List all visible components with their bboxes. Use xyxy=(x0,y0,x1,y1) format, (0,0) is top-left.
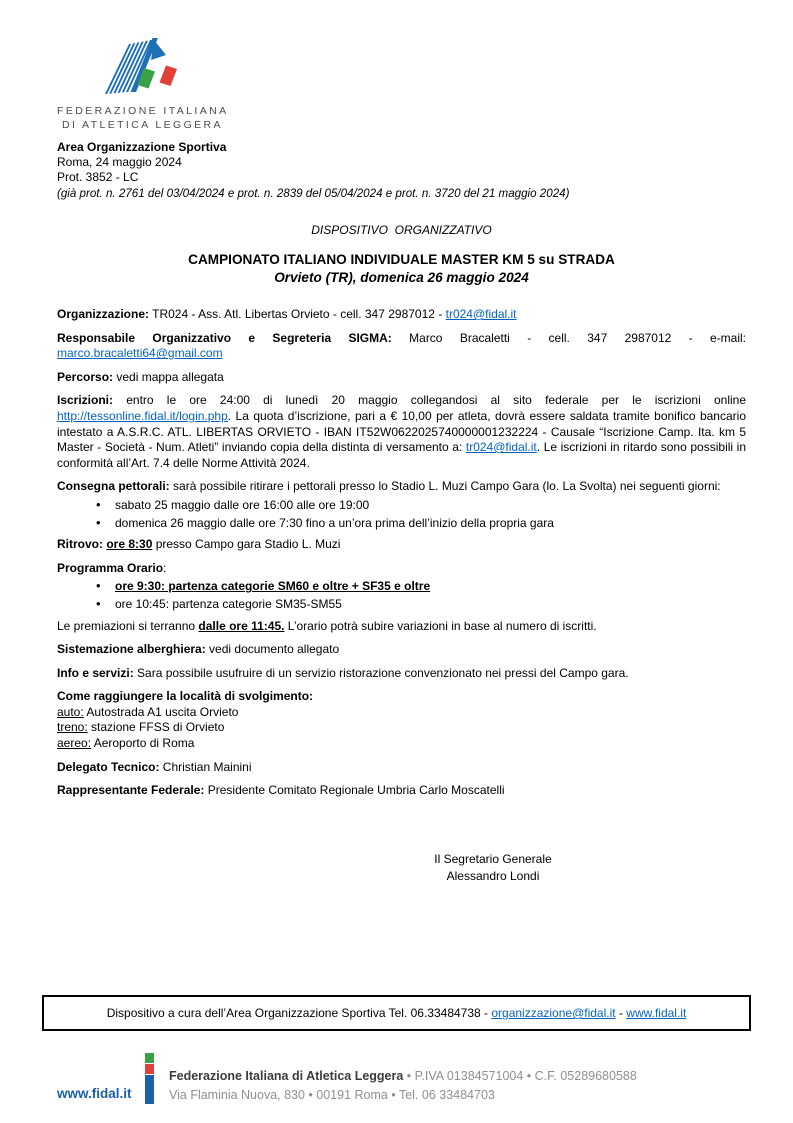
signature-role: Il Segretario Generale xyxy=(434,851,552,866)
text-segment: . La quota d’iscrizione, pari a € 10,00 per atleta, dovrà essere saldata tramite bonifico bancario intestato a A.S.R.C. ATL. LIBERTAS ORVIETO - IBAN IT52W0622025740000001232224 - Causale “Iscrizione Camp. Ita. km 5 Master - Società - Num. Atleti” inviando copia della distinta di versamento a: xyxy=(57,408,746,455)
text-segment: Percorso: xyxy=(57,369,114,384)
paragraph xyxy=(57,619,746,635)
text-segment: . Le iscrizioni in ritardo sono possibili in conformità all’Art. 7.4 delle Norme Attività 2024. xyxy=(57,440,746,470)
bullet-item xyxy=(57,597,746,613)
text-segment: sarà possibile ritirare i pettorali presso lo Stadio L. Muzi Campo Gara (lo. La Svolta) nei seguenti giorni: xyxy=(169,479,721,494)
paragraph xyxy=(57,479,746,495)
brand-footer-text xyxy=(169,1053,637,1105)
text-segment: treno: xyxy=(57,720,88,735)
text-segment: Ritrovo: xyxy=(57,537,107,552)
fidal-logo-icon xyxy=(105,36,181,96)
federation-name-line1: FEDERAZIONE ITALIANA xyxy=(57,105,229,117)
link[interactable]: tr024@fidal.it xyxy=(445,307,517,321)
federation-name-line2: DI ATLETICA LEGGERA xyxy=(62,118,223,131)
text-segment: vedi documento allegato xyxy=(205,642,340,657)
text-segment: vedi mappa allegata xyxy=(113,369,224,384)
paragraph xyxy=(57,760,746,776)
text-segment: Autostrada A1 uscita Orvieto xyxy=(83,704,239,719)
paragraph xyxy=(57,537,746,553)
text-segment: : xyxy=(163,560,167,575)
signature-block xyxy=(343,851,643,885)
page-subtitle: Orvieto (TR), domenica 26 maggio 2024 xyxy=(274,269,529,285)
text-segment: Christian Mainini xyxy=(159,759,252,774)
text-segment: ore 8:30 xyxy=(106,537,153,552)
text-segment: L’orario potrà subire variazioni in base al numero di iscritti. xyxy=(284,618,597,633)
text-segment: Consegna pettorali: xyxy=(57,479,170,494)
text-segment: Presidente Comitato Regionale Umbria Carlo Moscatelli xyxy=(204,783,505,798)
link[interactable]: http://tessonline.fidal.it/login.php xyxy=(57,408,228,423)
text-segment: entro le ore 24:00 di lunedì 20 maggio collegandosi al sito federale per le iscrizioni online xyxy=(113,393,746,408)
text-segment: Le premiazioni si terranno xyxy=(57,618,199,633)
link[interactable]: organizzazione@fidal.it xyxy=(491,1006,616,1020)
link[interactable]: www.fidal.it xyxy=(626,1006,687,1020)
text-segment: Iscrizioni: xyxy=(57,393,114,408)
protocol-note: (già prot. n. 2761 del 03/04/2024 e prot. n. 2839 del 05/04/2024 e prot. n. 3720 del 21 maggio 2024) xyxy=(57,187,570,200)
bullet-item xyxy=(57,516,746,532)
text-segment: ore 9:30: partenza categorie SM60 e oltre + SF35 e oltre xyxy=(115,579,431,594)
page-title: CAMPIONATO ITALIANO INDIVIDUALE MASTER KM 5 su STRADA xyxy=(188,252,615,267)
place-date: Roma, 24 maggio 2024 xyxy=(57,155,182,169)
letterhead xyxy=(57,36,746,201)
link[interactable]: marco.bracaletti64@gmail.com xyxy=(57,346,223,361)
brand-footer-vat: • P.IVA 01384571004 • C.F. 05289680588 xyxy=(403,1069,637,1083)
text-segment: Organizzazione: xyxy=(57,307,150,321)
text-segment: aereo: xyxy=(57,736,92,751)
protocol-number: Prot. 3852 - LC xyxy=(57,170,139,184)
letterhead-meta xyxy=(57,140,746,201)
text-segment: - xyxy=(615,1006,627,1020)
paragraph xyxy=(57,720,746,736)
bullet-item xyxy=(57,498,746,514)
link[interactable]: tr024@fidal.it xyxy=(465,440,537,455)
document-type: DISPOSITIVO ORGANIZZATIVO xyxy=(311,223,492,237)
text-segment: Aeroporto di Roma xyxy=(91,736,195,751)
text-segment: ore 10:45: partenza categorie SM35-SM55 xyxy=(115,596,342,611)
text-segment: Sistemazione alberghiera: xyxy=(57,642,206,657)
text-segment: Dispositivo a cura dell’Area Organizzazione Sportiva Tel. 06.33484738 - xyxy=(106,1006,492,1020)
text-segment: domenica 26 maggio dalle ore 7:30 fino a un’ora prima dell’inizio della propria gara xyxy=(115,515,554,530)
text-segment: dalle ore 11:45. xyxy=(198,618,285,633)
paragraph xyxy=(57,783,746,799)
department: Area Organizzazione Sportiva xyxy=(57,140,227,154)
paragraph xyxy=(57,666,746,682)
document-body xyxy=(57,307,746,799)
signature-name: Alessandro Londi xyxy=(446,868,540,883)
text-segment: sabato 25 maggio dalle ore 16:00 alle ore 19:00 xyxy=(115,497,370,512)
text-segment: stazione FFSS di Orvieto xyxy=(87,720,225,735)
paragraph xyxy=(57,689,746,705)
text-segment: Info e servizi: xyxy=(57,665,134,680)
brand-footer-line1 xyxy=(169,1067,637,1086)
paragraph xyxy=(57,307,746,323)
text-segment: auto: xyxy=(57,704,84,719)
brand-footer-orgname: Federazione Italiana di Atletica Leggera xyxy=(169,1069,404,1083)
footer-note-text xyxy=(107,1006,687,1020)
brand-footer xyxy=(57,1053,637,1105)
paragraph xyxy=(57,736,746,752)
text-segment: Come raggiungere la località di svolgimento: xyxy=(57,689,314,704)
text-segment: Delegato Tecnico: xyxy=(57,759,160,774)
paragraph xyxy=(57,331,746,362)
bullet-item xyxy=(57,579,746,595)
text-segment: presso Campo gara Stadio L. Muzi xyxy=(152,537,341,552)
text-segment: Marco Bracaletti - cell. 347 2987012 - e-mail: xyxy=(391,330,746,345)
text-segment: Sara possibile usufruire di un servizio ristorazione convenzionato nei pressi del Campo gara. xyxy=(133,665,629,680)
paragraph xyxy=(57,561,746,577)
text-segment: Responsabile Organizzativo e Segreteria SIGMA: xyxy=(57,330,392,345)
flag-bar-icon xyxy=(145,1053,154,1105)
paragraph xyxy=(57,393,746,471)
paragraph xyxy=(57,642,746,658)
federation-name xyxy=(57,105,746,132)
fidal-website-link[interactable]: www.fidal.it xyxy=(57,1086,132,1101)
paragraph xyxy=(57,705,746,721)
footer-note-box xyxy=(42,995,751,1031)
text-segment: Rappresentante Federale: xyxy=(57,783,205,798)
brand-footer-line2: Via Flaminia Nuova, 830 • 00191 Roma • Tel. 06 33484703 xyxy=(169,1088,495,1102)
text-segment: TR024 - Ass. Atl. Libertas Orvieto - cell. 347 2987012 - xyxy=(149,307,446,321)
paragraph xyxy=(57,370,746,386)
text-segment: Programma Orario xyxy=(57,560,164,575)
